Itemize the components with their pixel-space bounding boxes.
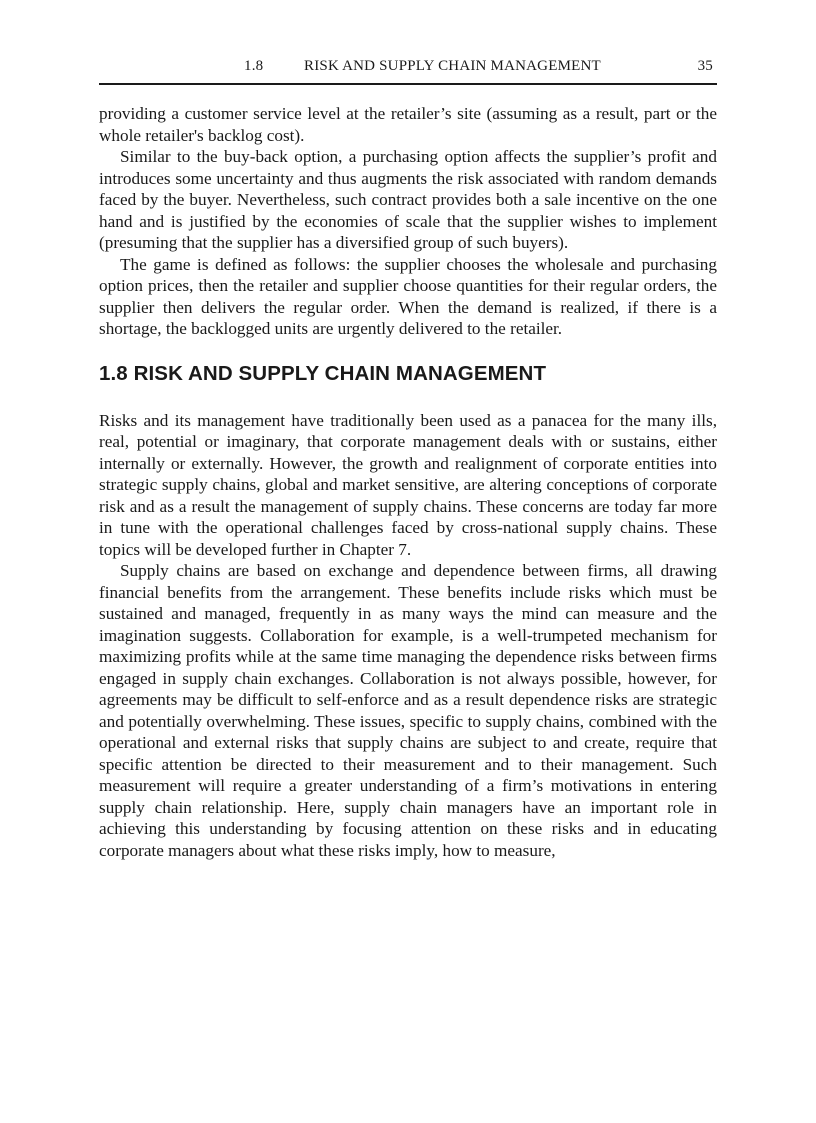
body-paragraph: Supply chains are based on exchange and dependence between firms, all drawing financial benefits from the arrangement. These benefits include risks which must be sustained and managed, frequently in as many ways the mind can measure and the imagination suggests. Collaboration for example, is a well-trumpeted mechanism for maximizing profits while at the same time managing the dependence risks between firms engaged in supply chain exchanges. Collaboration is not always possible, however, for agreements may be difficult to self-enforce and as a result dependence risks are strategic and potentially overwhelming. These issues, specific to supply chains, combined with the operational and external risks that supply chains are subject to and create, require that specific attention be directed to their measurement and to their management. Such measurement will require a greater understanding of a firm’s motivations in entering supply chain relationship. Here, supply chain managers have an important role in achieving this understanding by focusing attention on these risks and in educating corporate managers about what these risks imply, how to measure,: [99, 561, 717, 860]
body-paragraph: Risks and its management have traditionally been used as a panacea for the many ills, real, potential or imaginary, that corporate management deals with or sustains, either internally or externally. However, the growth and realignment of corporate entities into strategic supply chains, global and market sensitive, are altering conceptions of corporate risk and as a result the management of supply chains. These concerns are today far more in tune with the operational challenges faced by cross-national supply chains. These topics will be developed further in Chapter 7.: [99, 410, 717, 559]
page-body: [99, 103, 717, 861]
body-paragraph: Similar to the buy-back option, a purchasing option affects the supplier’s profit and introduces some uncertainty and thus augments the risk associated with random demands faced by the buyer. Nevertheless, such contract provides both a sale incentive on the one hand and is justified by the economies of scale that the supplier wishes to implement (presuming that the supplier has a diversified group of such buyers).: [99, 147, 717, 252]
page-number: 35: [697, 58, 713, 74]
section-heading: 1.8 RISK AND SUPPLY CHAIN MANAGEMENT: [99, 361, 547, 385]
book-page: [99, 0, 717, 1123]
running-head-section-number: 1.8: [244, 58, 264, 74]
body-paragraph: providing a customer service level at the retailer’s site (assuming as a result, part or the whole retailer's backlog cost).: [99, 104, 717, 145]
running-head: [99, 55, 717, 85]
body-paragraph: The game is defined as follows: the supplier chooses the wholesale and purchasing option prices, then the retailer and supplier choose quantities for their regular orders, the supplier then delivers the regular order. When the demand is realized, if there is a shortage, the backlogged units are urgently delivered to the retailer.: [99, 254, 717, 338]
running-head-section-title: RISK AND SUPPLY CHAIN MANAGEMENT: [304, 58, 601, 74]
